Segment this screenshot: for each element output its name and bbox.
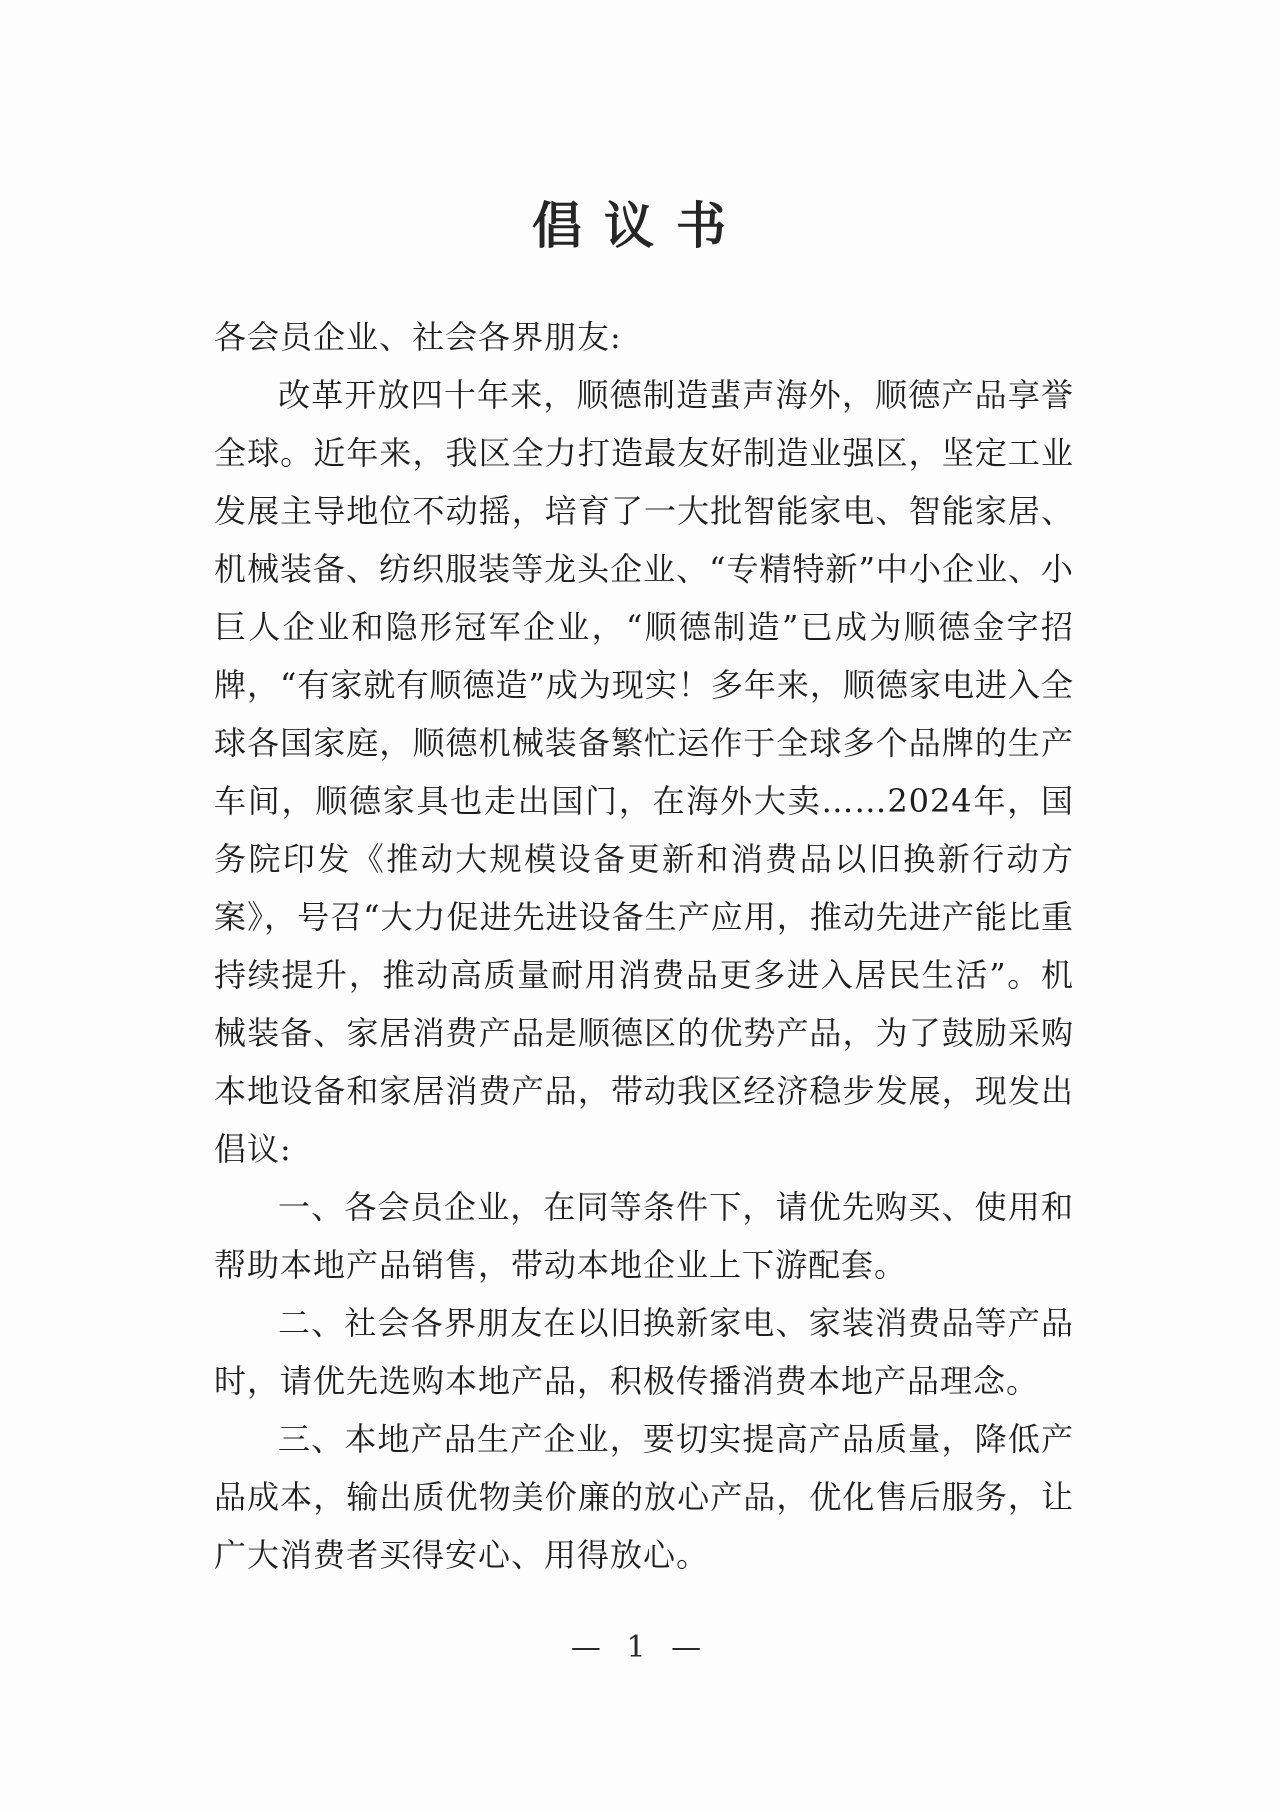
page-number: — 1 — bbox=[570, 1630, 710, 1665]
salutation: 各会员企业、社会各界朋友: bbox=[214, 318, 622, 356]
paragraph-item-2: 二、社会各界朋友在以旧换新家电、家装消费品等产品时，请优先选购本地产品，积极传播消费本地产品理念。 bbox=[214, 1304, 1074, 1400]
paragraph-item-3: 三、本地产品生产企业，要切实提高产品质量，降低产品成本，输出质优物美价廉的放心产品，优化售后服务，让广大消费者买得安心、用得放心。 bbox=[214, 1420, 1074, 1574]
document-body bbox=[214, 308, 1074, 1584]
document-title: 倡议书 bbox=[532, 197, 748, 255]
paragraph-item-1: 一、各会员企业，在同等条件下，请优先购买、使用和帮助本地产品销售，带动本地企业上下游配套。 bbox=[214, 1188, 1074, 1284]
paragraph-intro: 改革开放四十年来，顺德制造蜚声海外，顺德产品享誉全球。近年来，我区全力打造最友好制造业强区，坚定工业发展主导地位不动摇，培育了一大批智能家电、智能家居、机械装备、纺织服装等龙头企业、“专精特新”中小企业、小巨人企业和隐形冠军企业，“顺德制造”已成为顺德金字招牌，“有家就有顺德造”成为现实！多年来，顺德家电进入全球各国家庭，顺德机械装备繁忙运作于全球多个品牌的生产车间，顺德家具也走出国门，在海外大卖……2024年，国务院印发《推动大规模设备更新和消费品以旧换新行动方案》，号召“大力促进先进设备生产应用，推动先进产能比重持续提升，推动高质量耐用消费品更多进入居民生活”。机械装备、家居消费产品是顺德区的优势产品，为了鼓励采购本地设备和家居消费产品，带动我区经济稳步发展，现发出倡议: bbox=[214, 376, 1074, 1168]
